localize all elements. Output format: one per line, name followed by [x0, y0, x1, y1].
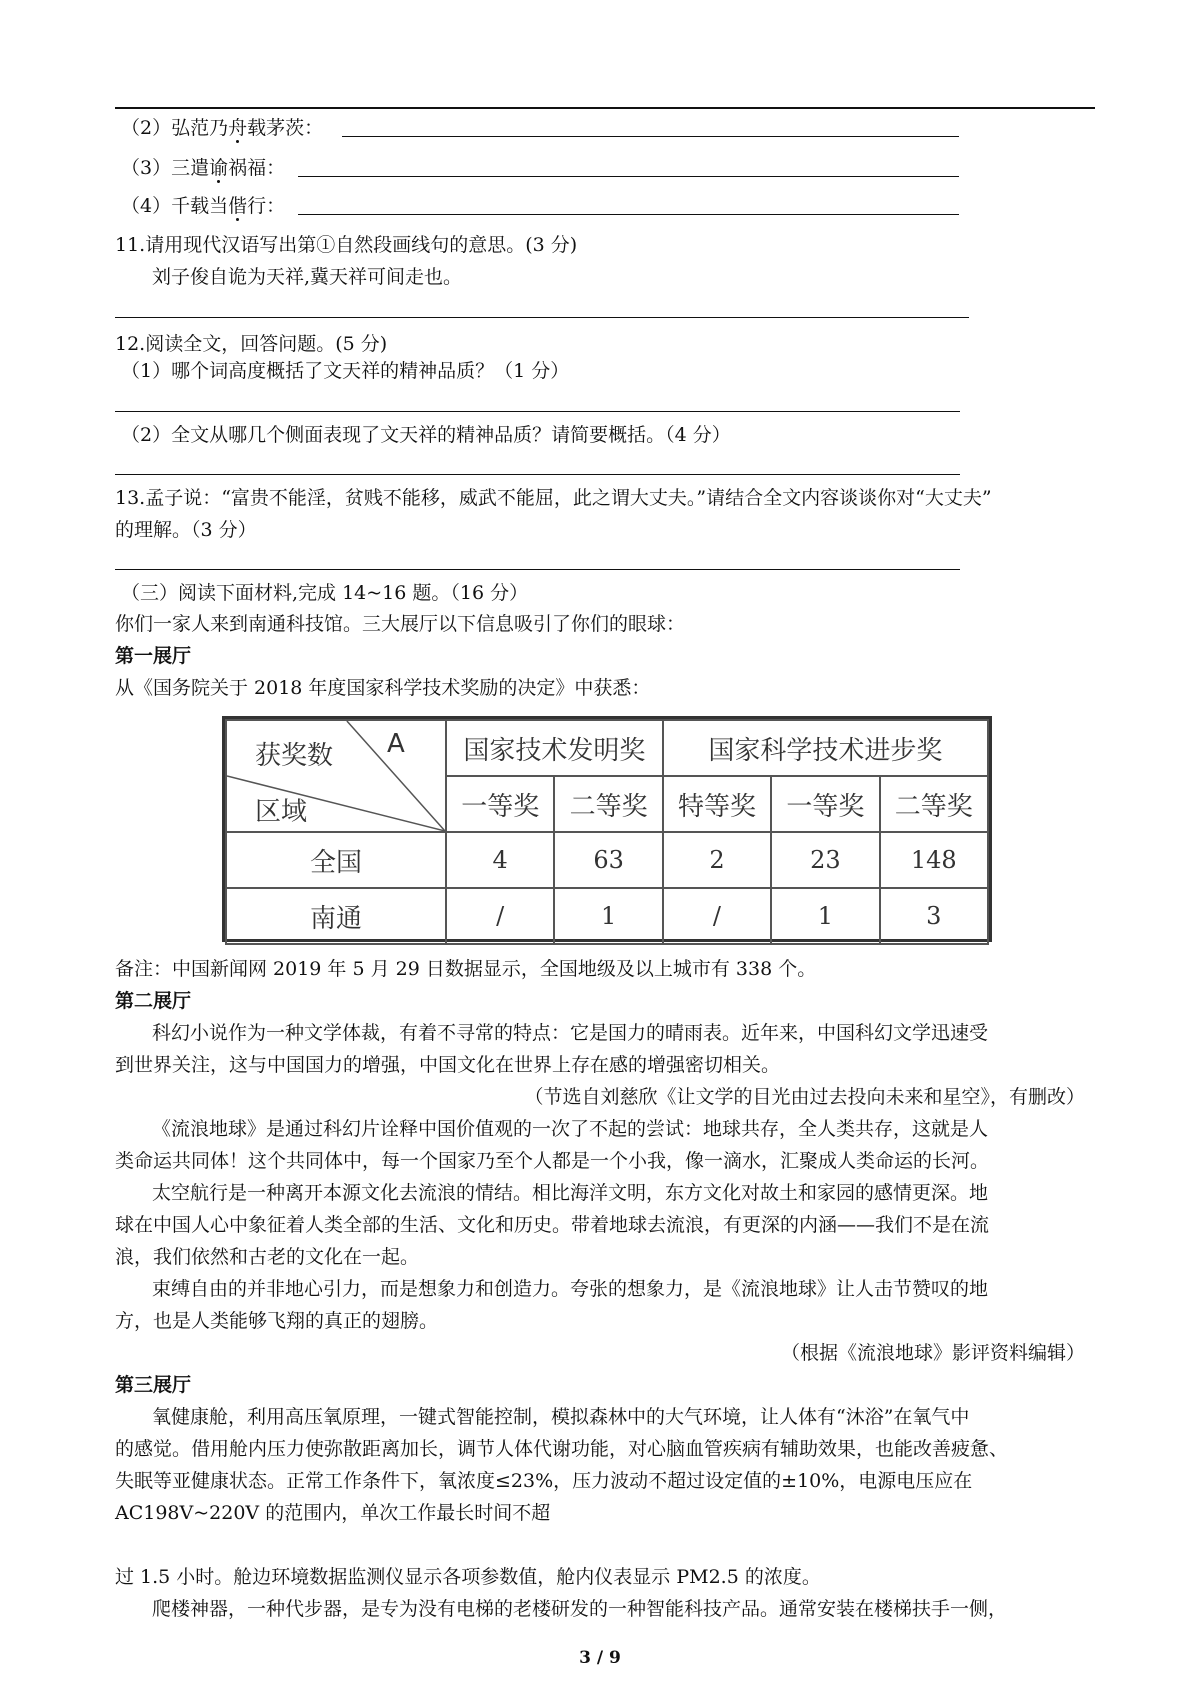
dotted-char: 谕: [209, 157, 229, 179]
dotted-char: 偕: [228, 195, 248, 217]
table-subheader: 特等奖: [663, 776, 771, 832]
hall3-paragraph-line: 爬楼神器，一种代步器，是专为没有电梯的老楼研发的一种智能科技产品。通常安装在楼梯扶手一侧，: [152, 1598, 1008, 1620]
q13-line2: 的理解。（3 分）: [115, 519, 257, 541]
hall3-paragraph-line: 氧健康舱，利用高压氧原理，一键式智能控制，模拟森林中的大气环境，让人体有“沐浴”在氧气中: [152, 1406, 970, 1428]
hall1-heading: 第一展厅: [115, 645, 192, 667]
answer-line[interactable]: [115, 411, 960, 412]
hall2-source-1: （节选自刘慈欣《让文学的目光由过去投向未来和星空》，有删改）: [524, 1086, 1085, 1108]
section3-heading: （三）阅读下面材料,完成 14~16 题。（16 分）: [121, 582, 529, 604]
hall3-heading: 第三展厅: [115, 1374, 192, 1396]
q11-sentence: 刘子俊自诡为天祥,冀天祥可间走也。: [152, 266, 463, 288]
corner-label-a: A: [387, 729, 405, 759]
table-cell: 63: [554, 832, 662, 888]
hall3-paragraph-line: 过 1.5 小时。舱边环境数据监测仪显示各项参数值，舱内仪表显示 PM2.5 的浓度。: [115, 1566, 821, 1588]
table-subheader: 二等奖: [554, 776, 662, 832]
table-row-header: 南通: [226, 888, 446, 944]
answer-line[interactable]: [115, 569, 960, 570]
hall2-paragraph-line: 浪，我们依然和古老的文化在一起。: [115, 1246, 420, 1268]
table-cell: 148: [880, 832, 988, 888]
table-cell: 2: [663, 832, 771, 888]
corner-label-region: 区域: [255, 797, 308, 827]
table-corner-cell: [226, 720, 446, 832]
answer-blank[interactable]: [342, 136, 959, 137]
table-row-header: 全国: [226, 832, 446, 888]
q12-sub2: （2）全文从哪几个侧面表现了文天祥的精神品质？请简要概括。（4 分）: [121, 424, 731, 446]
answer-blank[interactable]: [298, 214, 959, 215]
hall2-paragraph-line: 方，也是人类能够飞翔的真正的翅膀。: [115, 1310, 439, 1332]
hall3-paragraph-line: 的感觉。借用舱内压力使弥散距离加长，调节人体代谢功能，对心脑血管疾病有辅助效果，也能改善疲惫、: [115, 1438, 1009, 1460]
table-cell: /: [663, 888, 771, 944]
hall1-source: 从《国务院关于 2018 年度国家科学技术奖励的决定》中获悉：: [115, 677, 651, 699]
q13-line1: 13.孟子说：“富贵不能淫，贫贱不能移，威武不能屈，此之谓大丈夫。”请结合全文内容谈谈你对“大丈夫”: [115, 487, 992, 509]
page-number: 3 / 9: [579, 1648, 621, 1668]
hall2-paragraph-line: 到世界关注，这与中国国力的增强，中国文化在世界上存在感的增强密切相关。: [115, 1054, 781, 1076]
answer-line[interactable]: [115, 317, 969, 318]
table-row: [226, 832, 988, 888]
answer-blank[interactable]: [298, 176, 959, 177]
table-cell: 23: [771, 832, 879, 888]
q12-prompt: 12.阅读全文，回答问题。(5 分): [115, 333, 388, 355]
table-subheader: 一等奖: [771, 776, 879, 832]
table-row: [226, 888, 988, 944]
q11-prompt: 11.请用现代汉语写出第①自然段画线句的意思。(3 分): [115, 234, 578, 256]
dotted-char: 舟: [228, 117, 248, 139]
q10-item-3: （3）三遣谕祸福：: [121, 157, 286, 179]
answer-line[interactable]: [115, 474, 960, 475]
hall2-heading: 第二展厅: [115, 990, 192, 1012]
table-cell: 1: [554, 888, 662, 944]
hall2-paragraph-line: 太空航行是一种离开本源文化去流浪的情结。相比海洋文明，东方文化对故土和家园的感情更深。地: [152, 1182, 989, 1204]
table-group-header: 国家科学技术进步奖: [663, 720, 988, 776]
hall2-source-2: （根据《流浪地球》影评资料编辑）: [780, 1342, 1085, 1364]
hall2-paragraph-line: 球在中国人心中象征着人类全部的生活、文化和历史。带着地球去流浪，有更深的内涵——我们不是在流: [115, 1214, 990, 1236]
table-note: 备注：中国新闻网 2019 年 5 月 29 日数据显示，全国地级及以上城市有 338 个。: [115, 958, 817, 980]
q12-sub1: （1）哪个词高度概括了文天祥的精神品质？（1 分）: [121, 360, 570, 382]
hall2-paragraph-line: 科幻小说作为一种文学体裁，有着不寻常的特点：它是国力的晴雨表。近年来，中国科幻文学迅速受: [152, 1022, 989, 1044]
hall3-paragraph-line: 失眠等亚健康状态。正常工作条件下，氧浓度≤23%，压力波动不超过设定值的±10%，电源电压应在: [115, 1470, 973, 1492]
q10-item-2: （2）弘范乃舟载茅茨：: [121, 117, 324, 139]
table-cell: /: [446, 888, 554, 944]
table-group-header: 国家技术发明奖: [446, 720, 663, 776]
hall3-paragraph-line: AC198V~220V 的范围内，单次工作最长时间不超: [115, 1502, 551, 1524]
table-subheader: 二等奖: [880, 776, 988, 832]
table-cell: 1: [771, 888, 879, 944]
hall2-paragraph-line: 类命运共同体！这个共同体中，每一个国家乃至个人都是一个小我，像一滴水，汇聚成人类命运的长河。: [115, 1150, 990, 1172]
q10-item-4: （4）千载当偕行：: [121, 195, 286, 217]
award-table: [222, 716, 992, 942]
table-cell: 3: [880, 888, 988, 944]
section3-intro: 你们一家人来到南通科技馆。三大展厅以下信息吸引了你们的眼球：: [115, 613, 686, 635]
table-subheader: 一等奖: [446, 776, 554, 832]
header-rule: [115, 107, 1095, 109]
hall2-paragraph-line: 《流浪地球》是通过科幻片诠释中国价值观的一次了不起的尝试：地球共存，全人类共存，这就是人: [152, 1118, 989, 1140]
corner-label-awards: 获奖数: [255, 741, 334, 771]
hall2-paragraph-line: 束缚自由的并非地心引力，而是想象力和创造力。夸张的想象力，是《流浪地球》让人击节赞叹的地: [152, 1278, 989, 1300]
table-cell: 4: [446, 832, 554, 888]
